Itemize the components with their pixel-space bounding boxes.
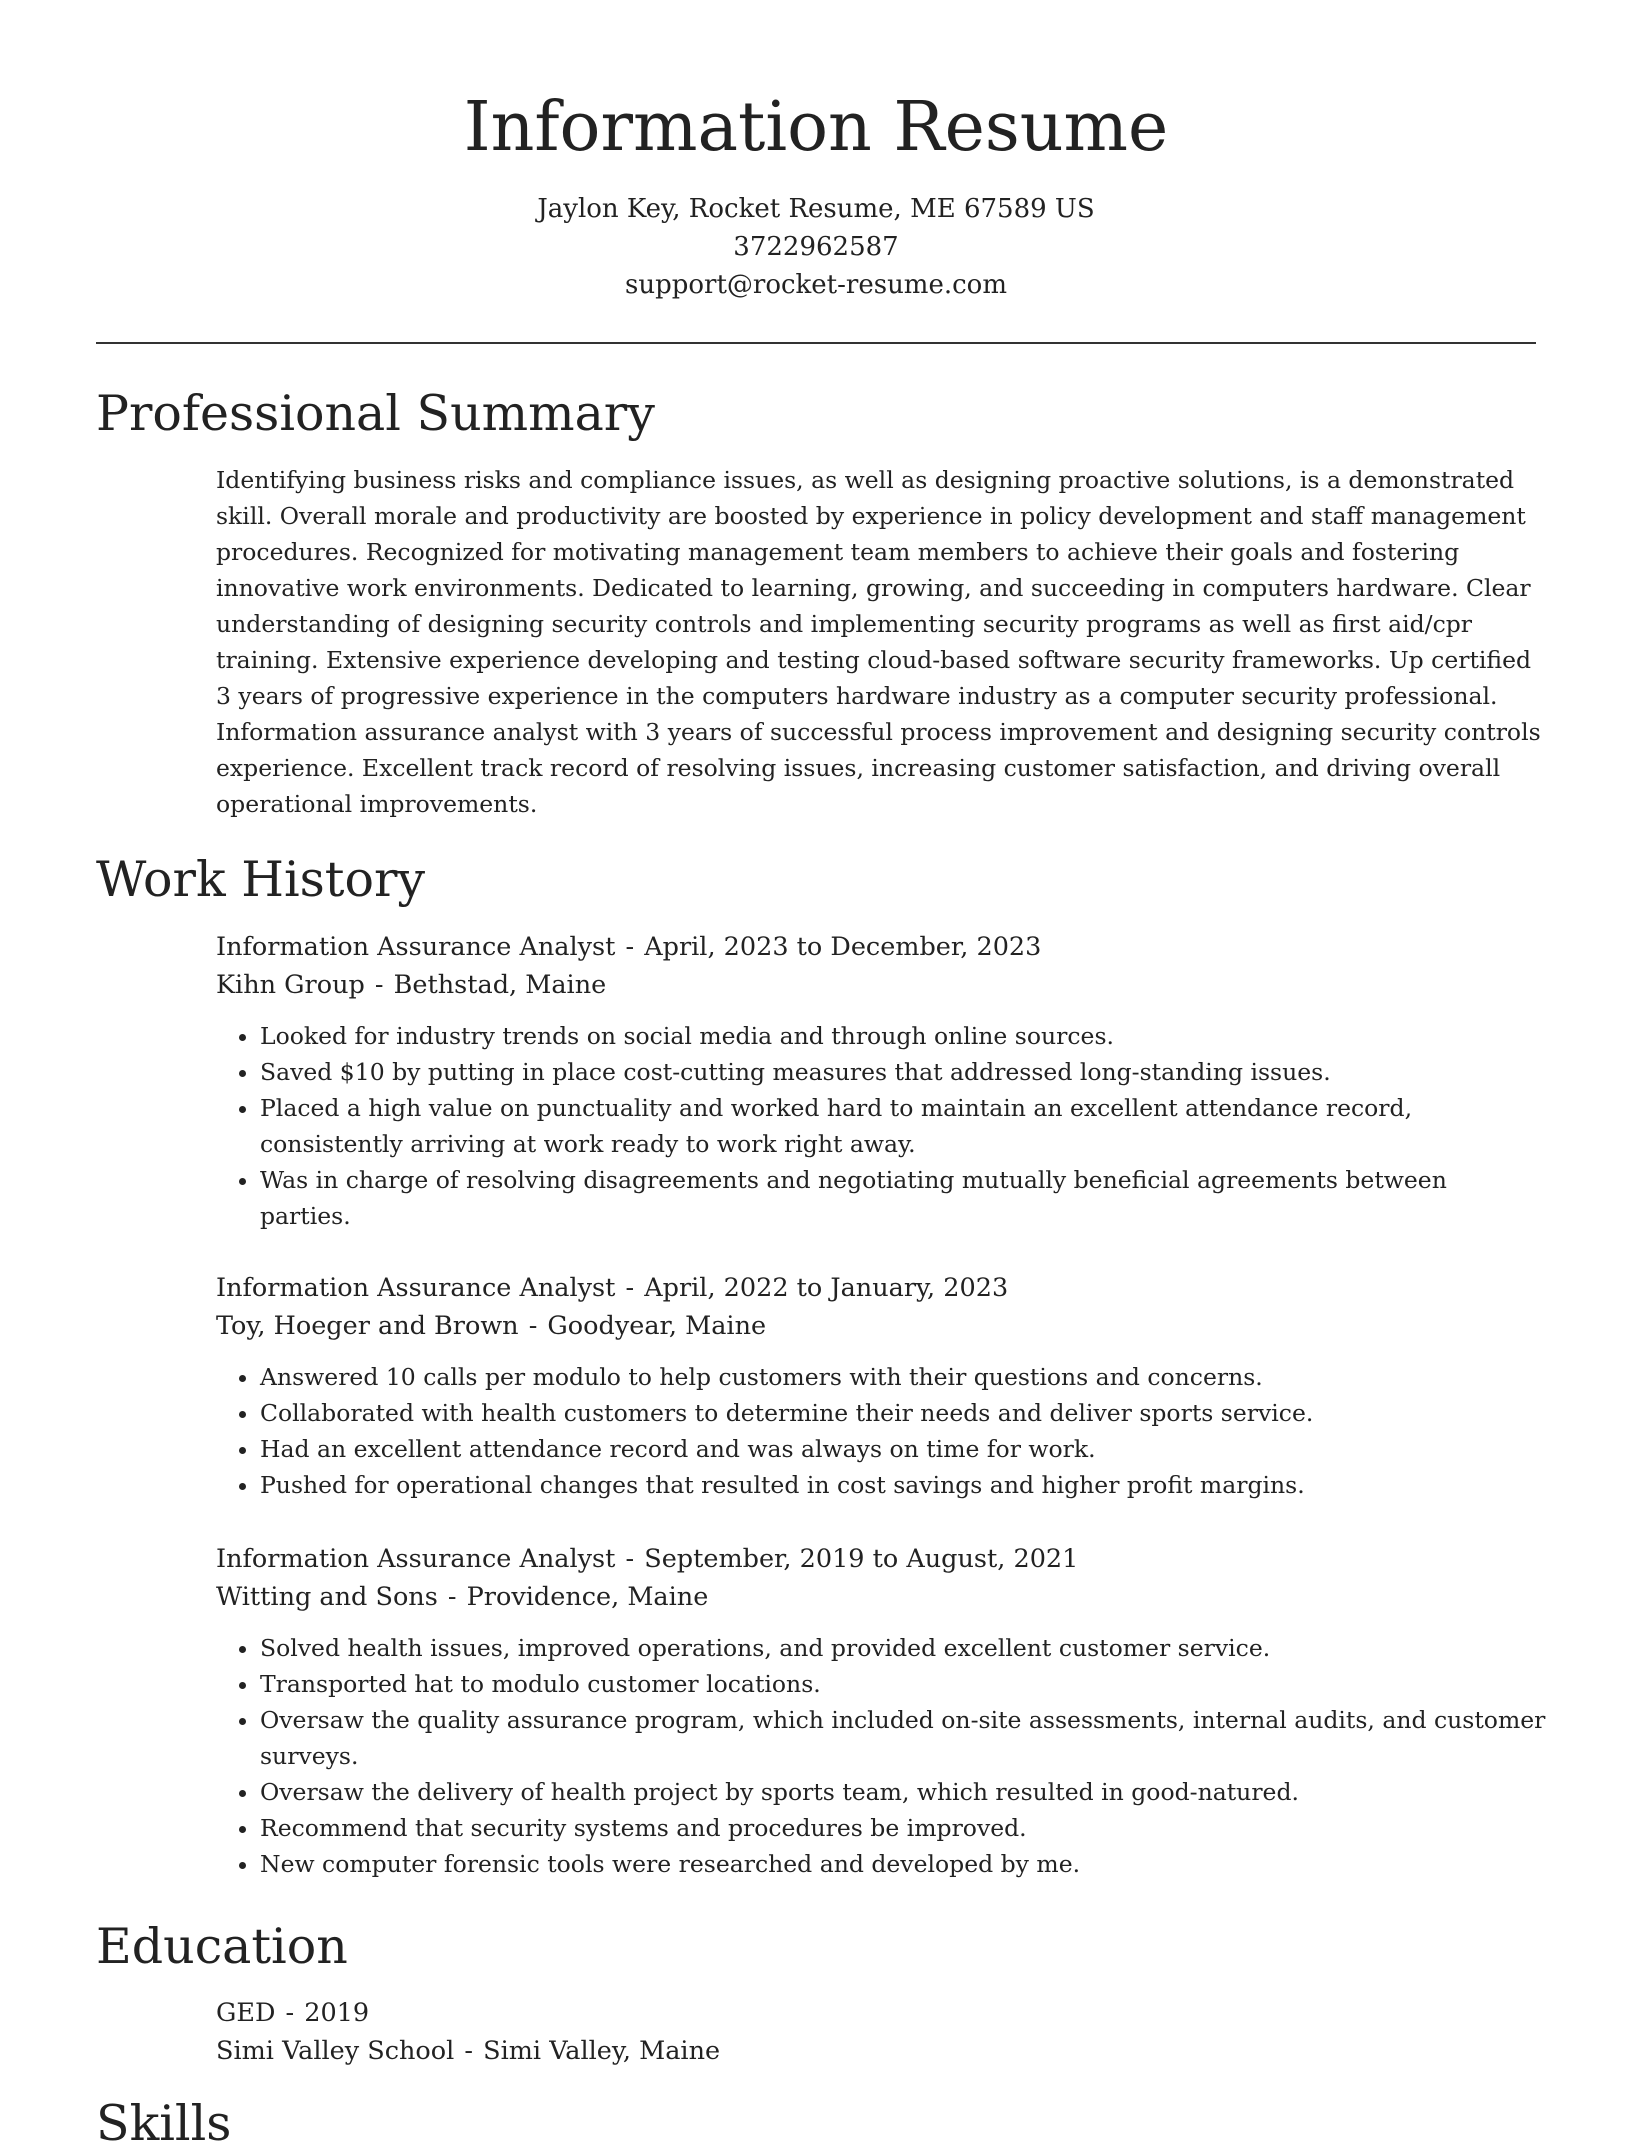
job-bullets	[216, 1630, 1546, 1882]
header-divider	[96, 342, 1536, 344]
job-title: Information Assurance Analyst	[216, 932, 616, 962]
summary-line: training. Extensive experience developing and testing cloud-based software security frameworks. Up certified	[216, 646, 1532, 674]
bullet-text: • Solved health issues, improved operations, and provided excellent customer service.	[260, 1634, 1271, 1662]
list-item	[260, 1702, 1546, 1774]
education-entry	[216, 1994, 1536, 2070]
contact-block	[0, 190, 1632, 304]
summary-line: experience. Excellent track record of resolving issues, increasing customer satisfaction, and driving overall	[216, 754, 1501, 782]
bullet-text: consistently arriving at work ready to work right away.	[260, 1130, 916, 1158]
bullet-text: • Placed a high value on punctuality and worked hard to maintain an excellent attendance record,	[260, 1094, 1413, 1122]
summary-line: Information assurance analyst with 3 years of successful process improvement and designing security controls	[216, 718, 1541, 746]
list-item	[260, 1162, 1536, 1234]
bullet-text: • Answered 10 calls per modulo to help customers with their questions and concerns.	[260, 1363, 1263, 1391]
job-location: Bethstad, Maine	[393, 970, 607, 1000]
bullet-text: • Saved $10 by putting in place cost-cutting measures that addressed long-standing issues.	[260, 1058, 1331, 1086]
separator: -	[520, 1311, 546, 1341]
list-item	[260, 1054, 1536, 1090]
bullet-text: • Transported hat to modulo customer locations.	[260, 1670, 821, 1698]
job-location: Providence, Maine	[466, 1582, 709, 1612]
separator: -	[366, 970, 392, 1000]
bullet-text: • Was in charge of resolving disagreements and negotiating mutually beneficial agreements between	[260, 1166, 1447, 1194]
job-company-line	[216, 966, 1536, 1004]
list-item	[260, 1431, 1536, 1467]
job-company: Toy, Hoeger and Brown	[216, 1311, 519, 1341]
work-history-heading: Work History	[96, 851, 426, 908]
separator: -	[617, 1273, 643, 1303]
education-school: Simi Valley School	[216, 2036, 455, 2066]
job-company: Kihn Group	[216, 970, 365, 1000]
summary-heading: Professional Summary	[96, 385, 655, 442]
separator: -	[439, 1582, 465, 1612]
job-entry	[216, 1540, 1546, 1882]
bullet-text: parties.	[260, 1202, 351, 1230]
list-item	[260, 1018, 1536, 1054]
summary-line: operational improvements.	[216, 790, 538, 818]
job-title: Information Assurance Analyst	[216, 1544, 616, 1574]
job-company-line	[216, 1307, 1536, 1345]
summary-line: innovative work environments. Dedicated to learning, growing, and succeeding in computers hardware. Clear	[216, 574, 1531, 602]
education-degree-line	[216, 1994, 1536, 2032]
summary-line: skill. Overall morale and productivity are boosted by experience in policy development and staff management	[216, 502, 1526, 530]
summary-line: understanding of designing security controls and implementing security programs as well as first aid/cpr	[216, 610, 1473, 638]
bullet-text: • Collaborated with health customers to determine their needs and deliver sports service.	[260, 1399, 1314, 1427]
list-item	[260, 1467, 1536, 1503]
job-dates: September, 2019 to August, 2021	[644, 1544, 1079, 1574]
bullet-text: • Looked for industry trends on social media and through online sources.	[260, 1022, 1114, 1050]
list-item	[260, 1630, 1536, 1666]
skills-heading: Skills	[96, 2095, 232, 2152]
contact-email: support@rocket-resume.com	[624, 270, 1007, 300]
list-item	[260, 1359, 1536, 1395]
contact-address: Jaylon Key, Rocket Resume, ME 67589 US	[537, 194, 1095, 224]
job-title-line	[216, 928, 1536, 966]
bullet-text: • Had an excellent attendance record and was always on time for work.	[260, 1435, 1096, 1463]
list-item	[260, 1846, 1536, 1882]
separator: -	[277, 1998, 303, 2028]
education-degree: GED	[216, 1998, 276, 2028]
job-entry	[216, 928, 1536, 1234]
job-company-line	[216, 1578, 1536, 1616]
summary-line: procedures. Recognized for motivating management team members to achieve their goals and fostering	[216, 538, 1460, 566]
list-item	[260, 1810, 1536, 1846]
job-location: Goodyear, Maine	[547, 1311, 767, 1341]
job-title: Information Assurance Analyst	[216, 1273, 616, 1303]
summary-text	[216, 462, 1541, 822]
education-year: 2019	[304, 1998, 370, 2028]
separator: -	[617, 1544, 643, 1574]
contact-phone: 3722962587	[733, 232, 899, 262]
job-bullets	[216, 1359, 1536, 1503]
job-bullets	[216, 1018, 1536, 1234]
education-location: Simi Valley, Maine	[483, 2036, 721, 2066]
job-title-line	[216, 1269, 1536, 1307]
list-item	[260, 1395, 1536, 1431]
summary-line: Identifying business risks and compliance issues, as well as designing proactive solutions, is a demonstrated	[216, 466, 1515, 494]
education-school-line	[216, 2032, 1536, 2070]
bullet-text: • Oversaw the delivery of health project by sports team, which resulted in good-natured.	[260, 1778, 1299, 1806]
job-dates: April, 2022 to January, 2023	[644, 1273, 1009, 1303]
list-item	[260, 1090, 1536, 1162]
bullet-text: • Recommend that security systems and procedures be improved.	[260, 1814, 1027, 1842]
bullet-text: • Pushed for operational changes that resulted in cost savings and higher profit margins.	[260, 1471, 1305, 1499]
summary-line: 3 years of progressive experience in the computers hardware industry as a computer security professional.	[216, 682, 1498, 710]
education-heading: Education	[96, 1918, 348, 1975]
list-item	[260, 1666, 1536, 1702]
job-dates: April, 2023 to December, 2023	[644, 932, 1042, 962]
job-company: Witting and Sons	[216, 1582, 438, 1612]
list-item	[260, 1774, 1536, 1810]
bullet-text: surveys.	[260, 1742, 359, 1770]
bullet-text: • Oversaw the quality assurance program, which included on-site assessments, internal audits, and customer	[260, 1706, 1546, 1734]
job-title-line	[216, 1540, 1536, 1578]
bullet-text: • New computer forensic tools were researched and developed by me.	[260, 1850, 1081, 1878]
job-entry	[216, 1269, 1536, 1503]
separator: -	[456, 2036, 482, 2066]
separator: -	[617, 932, 643, 962]
page-title: Information Resume	[463, 88, 1169, 167]
